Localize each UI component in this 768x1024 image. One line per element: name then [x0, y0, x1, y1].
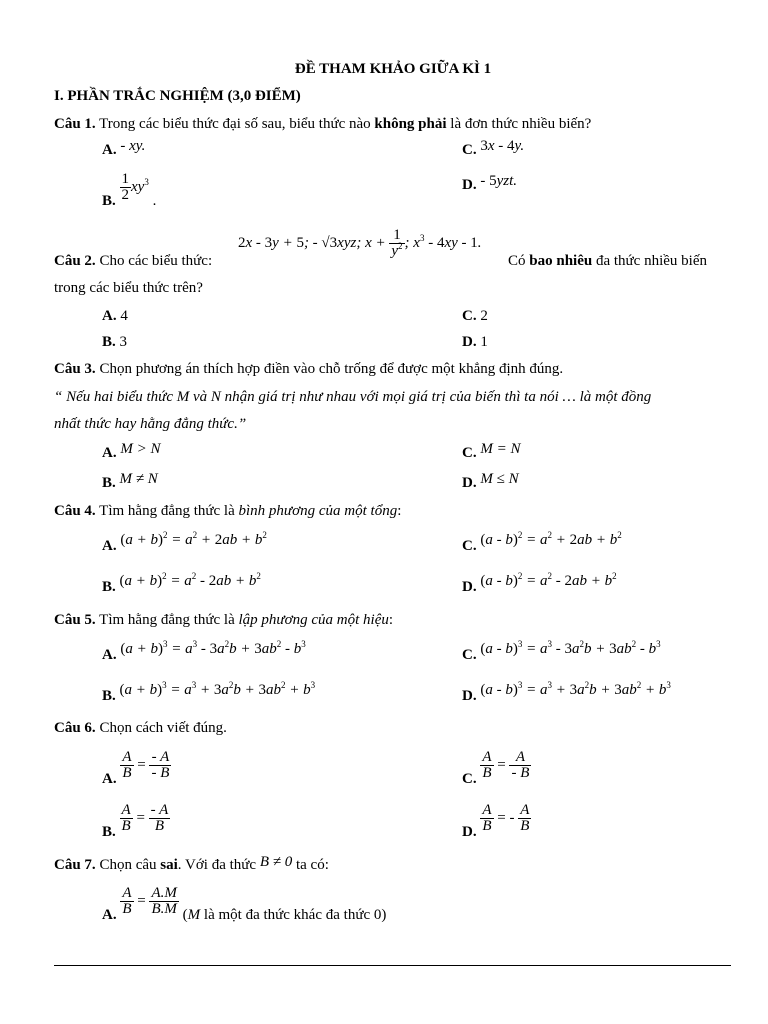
question-3-quote-1: “ Nếu hai biểu thức M và N nhận giá trị như nhau với mọi giá trị của biến thì ta nói … là một đồng — [54, 389, 652, 405]
option-letter: C. — [462, 308, 477, 324]
option-value: 4 — [120, 308, 128, 324]
q5-option-d[interactable] — [462, 680, 671, 705]
option-letter: A. — [102, 770, 117, 787]
option-value: M ≠ N — [119, 471, 158, 487]
q1-option-c[interactable] — [462, 138, 525, 159]
option-letter: A. — [102, 906, 117, 923]
option-letter: B. — [102, 579, 116, 595]
q5-option-c[interactable] — [462, 639, 661, 664]
question-4-italic: bình phương của một tổng — [238, 503, 398, 519]
question-3-text: Chọn phương án thích hợp điền vào chỗ trống để được một khẳng định đúng. — [95, 361, 564, 377]
option-letter: C. — [462, 647, 477, 663]
q7-option-a[interactable]: A. $\frac{A}{B}$ = $\frac{A.M}{B.M}$ (M là một đa thức khác đa thức 0) — [102, 885, 387, 923]
question-2-label: Câu 2. — [54, 253, 96, 269]
question-6-label: Câu 6. — [54, 720, 96, 736]
question-2 — [54, 252, 212, 270]
q4-option-d-math: $(a - b)^2 = a^2 - 2ab + b^2$ — [480, 571, 617, 589]
question-2-tail — [508, 252, 707, 270]
q4-option-c[interactable] — [462, 530, 622, 555]
q1-option-b[interactable]: B. $\frac{1}{2}$ $xy^3$ . — [102, 171, 157, 209]
option-letter: A. — [102, 538, 117, 554]
q6-option-c[interactable]: C. $\frac{A}{B}$ = $\frac{A}{- B}$ — [462, 749, 530, 787]
q3-option-c[interactable] — [462, 441, 521, 462]
page-bottom-rule — [54, 965, 731, 966]
question-2-text-a: Cho các biểu thức: — [95, 253, 213, 269]
option-value: 2 — [480, 308, 488, 324]
q5-option-a[interactable] — [102, 639, 306, 664]
question-4-label: Câu 4. — [54, 503, 96, 519]
option-value: M > N — [120, 441, 161, 457]
q5-option-a-math: $(a + b)^3 = a^3 - 3a^2b + 3ab^2 - b^3$ — [120, 639, 306, 657]
option-letter: C. — [462, 770, 477, 787]
question-7-text-a: Chọn câu — [95, 857, 161, 873]
question-3 — [54, 360, 563, 378]
option-letter: A. — [102, 445, 117, 461]
option-letter: B. — [102, 688, 116, 704]
question-5-italic: lập phương của một hiệu — [238, 612, 389, 628]
option-value: 3 — [119, 334, 128, 350]
option-value: M ≤ N — [480, 471, 519, 487]
question-3-quote-2: nhất thức hay hằng đẳng thức.” — [54, 416, 247, 432]
question-4 — [54, 502, 401, 520]
q3-option-b[interactable] — [102, 471, 158, 492]
option-value: 1 — [480, 334, 488, 350]
option-letter: B. — [102, 192, 116, 209]
question-4-text-a: Tìm hằng đẳng thức là — [95, 503, 239, 519]
question-2-text-c: đa thức nhiều biến — [592, 253, 707, 269]
question-1-text-a: Trong các biểu thức đại số sau, biểu thức nào — [95, 116, 375, 132]
q1-option-c-math: 3x - 4y. — [480, 138, 525, 154]
question-2-bold: bao nhiêu — [529, 253, 593, 269]
option-letter: B. — [102, 334, 116, 350]
q3-option-a[interactable] — [102, 441, 161, 462]
option-letter: D. — [462, 177, 477, 193]
option-letter: D. — [462, 579, 477, 595]
q5-option-b-math: $(a + b)^3 = a^3 + 3a^2b + 3ab^2 + b^3$ — [119, 680, 316, 698]
option-letter: B. — [102, 475, 116, 491]
q1-option-a-math: - xy. — [120, 138, 146, 154]
q4-option-b-math: $(a + b)^2 = a^2 - 2ab + b^2$ — [119, 571, 261, 589]
option-letter: C. — [462, 445, 477, 461]
exam-title: ĐỀ THAM KHẢO GIỮA KÌ 1 — [294, 61, 492, 77]
question-7 — [54, 856, 329, 874]
option-letter: C. — [462, 142, 477, 158]
question-5-label: Câu 5. — [54, 612, 96, 628]
option-letter: D. — [462, 334, 477, 350]
option-letter: D. — [462, 688, 477, 704]
option-letter: A. — [102, 308, 117, 324]
q1-option-b-math: $xy^3$ — [131, 176, 149, 195]
q2-option-a[interactable] — [102, 307, 128, 325]
q1-option-d-math: - 5yzt. — [480, 173, 518, 189]
q3-option-d[interactable] — [462, 471, 519, 492]
q4-option-b[interactable] — [102, 571, 261, 596]
section-heading: I. PHẦN TRẮC NGHIỆM (3,0 ĐIỂM) — [54, 88, 301, 104]
question-6-text: Chọn cách viết đúng. — [95, 720, 227, 736]
question-7-text-c: ta có: — [292, 857, 329, 873]
question-5 — [54, 611, 393, 629]
q4-option-d[interactable] — [462, 571, 617, 596]
option-value: M = N — [480, 441, 521, 457]
option-letter: A. — [102, 142, 117, 158]
question-2-text-b: Có — [508, 253, 530, 269]
q5-option-d-math: $(a - b)^3 = a^3 + 3a^2b + 3ab^2 + b^3$ — [480, 680, 671, 698]
fraction-1-y2: $\frac{1}{y^2}$ — [391, 227, 403, 259]
fraction-1-2: $\frac{1}{2}$ — [121, 171, 130, 203]
q5-option-b[interactable] — [102, 680, 316, 705]
q1-option-d[interactable] — [462, 173, 518, 194]
q6-option-a[interactable]: A. $\frac{A}{B}$ = $\frac{- A}{- B}$ — [102, 749, 170, 787]
question-7-bold: sai — [160, 857, 178, 873]
q1-option-a[interactable] — [102, 138, 146, 159]
question-3-label: Câu 3. — [54, 361, 96, 377]
q4-option-c-math: $(a - b)^2 = a^2 + 2ab + b^2$ — [480, 530, 622, 548]
q2-option-d[interactable] — [462, 333, 488, 351]
question-7-condition: B ≠ 0 — [259, 854, 293, 870]
question-7-label: Câu 7. — [54, 857, 96, 873]
question-5-text-b: : — [388, 612, 394, 628]
option-letter: D. — [462, 475, 477, 491]
q5-option-c-math: $(a - b)^3 = a^3 - 3a^2b + 3ab^2 - b^3$ — [480, 639, 661, 657]
question-1 — [54, 115, 591, 133]
question-2-line-2: trong các biểu thức trên? — [54, 280, 203, 296]
q2-option-b[interactable] — [102, 333, 127, 351]
q4-option-a[interactable] — [102, 530, 267, 555]
q2-option-c[interactable] — [462, 307, 488, 325]
q6-option-b[interactable]: B. $\frac{A}{B}$ = $\frac{- A}{B}$ — [102, 802, 169, 840]
q4-option-a-math: $(a + b)^2 = a^2 + 2ab + b^2$ — [120, 530, 267, 548]
question-1-bold: không phải — [374, 116, 447, 132]
question-7-text-b: . Với đa thức — [177, 857, 260, 873]
question-1-label: Câu 1. — [54, 116, 96, 132]
option-letter: C. — [462, 538, 477, 554]
option-letter: A. — [102, 647, 117, 663]
question-2-formula: 2x - 3y + 5; - √3xyz; x + $\frac{1}{y^2}$ ; $x^3 - 4xy - 1$. — [238, 227, 482, 259]
question-1-text-b: là đơn thức nhiều biến? — [446, 116, 592, 132]
question-4-text-b: : — [397, 503, 402, 519]
question-5-text-a: Tìm hằng đẳng thức là — [95, 612, 239, 628]
option-letter: B. — [102, 823, 116, 840]
option-letter: D. — [462, 823, 477, 840]
q6-option-d[interactable]: D. $\frac{A}{B}$ = - $\frac{A}{B}$ — [462, 802, 530, 840]
q7-option-a-note: là một đa thức khác đa thức 0) — [200, 906, 387, 923]
question-6 — [54, 719, 227, 737]
